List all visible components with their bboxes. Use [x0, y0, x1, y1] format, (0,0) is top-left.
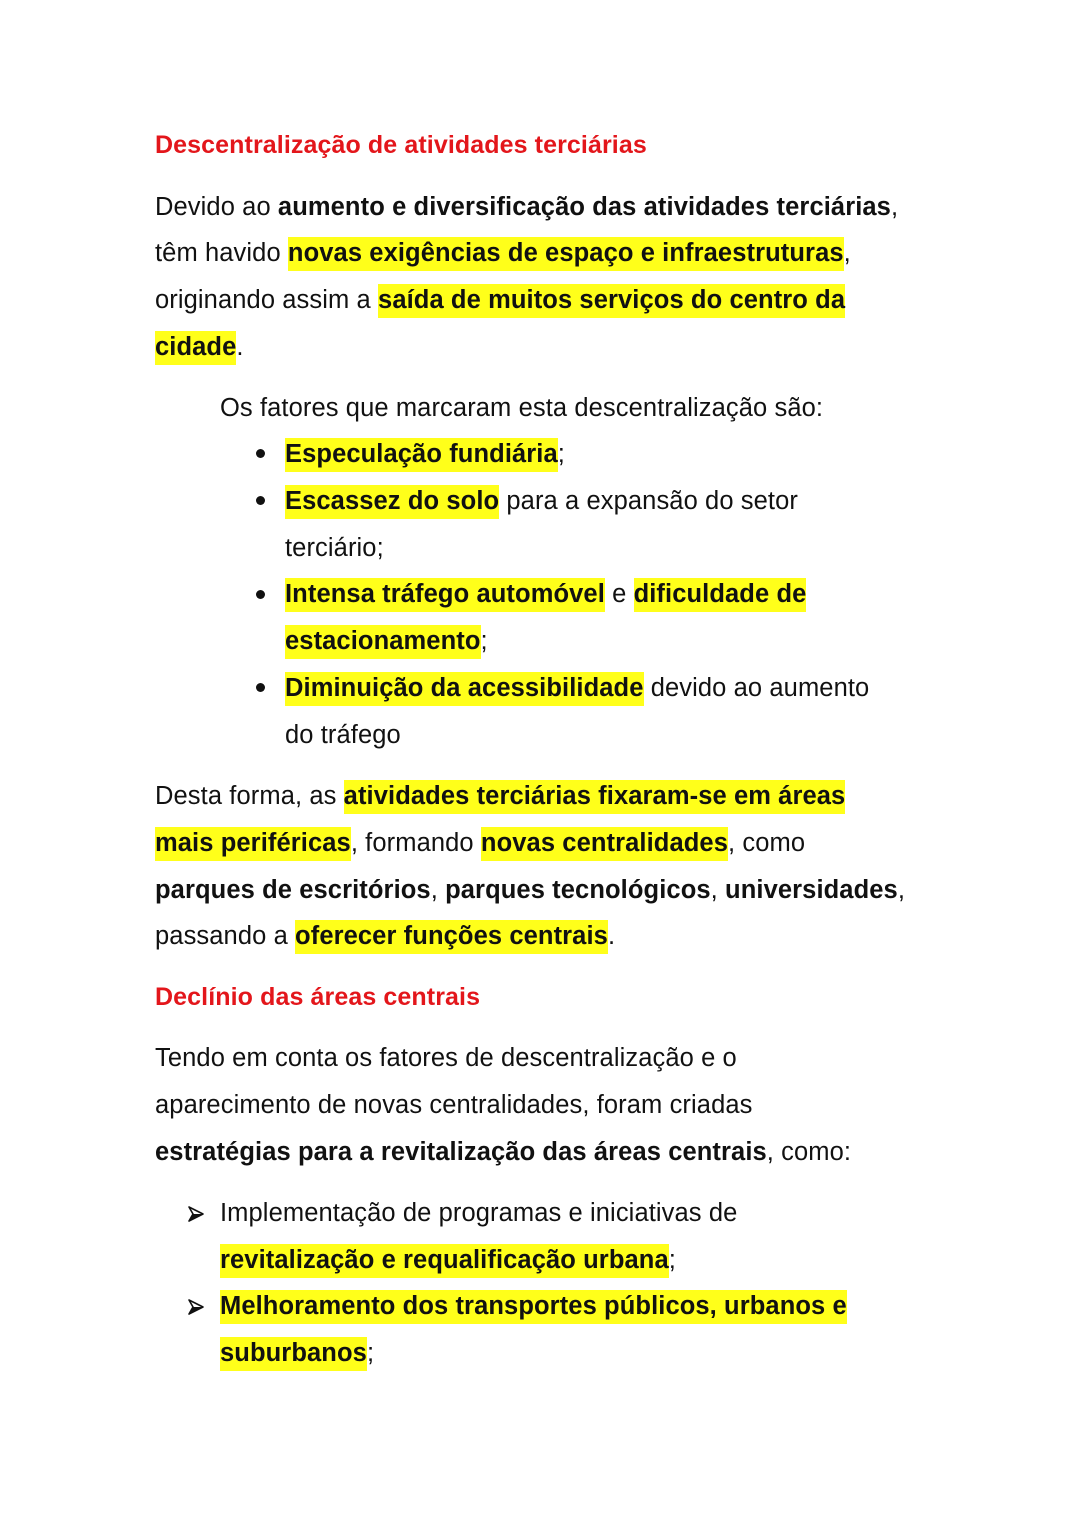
bold-text: aumento e diversificação das atividades terciárias [277, 193, 891, 221]
paragraph-line: aparecimento de novas centralidades, foram criadas [155, 1091, 753, 1119]
factor-item [285, 437, 565, 471]
text: devido ao aumento [643, 674, 870, 702]
paragraph-line [155, 330, 244, 364]
highlighted-text: estacionamento [285, 625, 481, 659]
text: Desta forma, as [155, 782, 344, 810]
section-heading-declinio: Declínio das áreas centrais [155, 983, 481, 1011]
text: , como [728, 829, 806, 857]
highlighted-text: Escassez do solo [285, 485, 499, 519]
text: , [843, 239, 851, 267]
paragraph-line [155, 1135, 851, 1169]
arrowhead-bullet-icon [186, 1297, 208, 1317]
paragraph-line [155, 283, 845, 317]
highlighted-text: suburbanos [220, 1337, 367, 1371]
highlighted-text: Melhoramento dos transportes públicos, urbanos e [220, 1290, 847, 1324]
text: ; [366, 1339, 375, 1367]
arrowhead-bullet-icon [186, 1204, 208, 1224]
highlighted-text: Especulação fundiária [285, 438, 558, 472]
text: ; [557, 440, 565, 468]
text: , formando [350, 829, 481, 857]
text: . [607, 922, 616, 950]
bold-text: estratégias para a revitalização das áreas centrais [155, 1138, 767, 1166]
text: Devido ao [155, 193, 278, 221]
bold-text: universidades [725, 876, 898, 904]
text: ; [668, 1246, 676, 1274]
paragraph-line [155, 190, 898, 224]
bullet-icon [256, 496, 265, 505]
factor-item [285, 577, 806, 611]
highlighted-text: mais periféricas [155, 827, 351, 861]
bullet-icon [256, 683, 265, 692]
text: e [604, 580, 634, 608]
highlighted-text: novas centralidades [481, 827, 728, 861]
factor-item-continuation [285, 624, 488, 658]
strategy-item-continuation [220, 1243, 676, 1277]
bold-text: parques tecnológicos [445, 876, 711, 904]
text: , como: [766, 1138, 852, 1166]
paragraph-line [155, 873, 905, 907]
highlighted-text: revitalização e requalificação urbana [220, 1244, 669, 1278]
factors-intro: Os fatores que marcaram esta descentralização são: [220, 394, 824, 422]
section-heading-descentralizacao: Descentralização de atividades terciárias [155, 131, 647, 159]
factor-item-continuation: terciário; [285, 534, 384, 562]
highlighted-text: dificuldade de [634, 578, 807, 612]
bold-text: parques de escritórios [155, 876, 431, 904]
text: , [897, 876, 906, 904]
highlighted-text: cidade [155, 331, 236, 365]
factor-item [285, 484, 798, 518]
strategy-item: Implementação de programas e iniciativas de [220, 1199, 738, 1227]
highlighted-text: Intensa tráfego automóvel [285, 578, 605, 612]
text: para a expansão do setor [499, 487, 798, 515]
highlighted-text: atividades terciárias fixaram-se em áreas [344, 780, 846, 814]
highlighted-text: saída de muitos serviços do centro da [378, 284, 845, 318]
highlighted-text: Diminuição da acessibilidade [285, 672, 644, 706]
text: têm havido [155, 239, 288, 267]
paragraph-line [155, 826, 805, 860]
bullet-icon [256, 449, 265, 458]
text: . [236, 333, 244, 361]
text: , [430, 876, 446, 904]
text: ; [480, 627, 488, 655]
strategy-item [220, 1289, 847, 1323]
factor-item [285, 671, 869, 705]
text: originando assim a [155, 286, 379, 314]
bullet-icon [256, 590, 265, 599]
paragraph-line [155, 236, 851, 270]
paragraph-line: Tendo em conta os fatores de descentralização e o [155, 1044, 737, 1072]
paragraph-line [155, 919, 615, 953]
factor-item-continuation: do tráfego [285, 721, 401, 749]
highlighted-text: novas exigências de espaço e infraestruturas [288, 237, 844, 271]
paragraph-line [155, 779, 845, 813]
text: passando a [155, 922, 296, 950]
highlighted-text: oferecer funções centrais [295, 920, 608, 954]
strategy-item-continuation [220, 1336, 374, 1370]
text: , [890, 193, 899, 221]
text: , [710, 876, 726, 904]
